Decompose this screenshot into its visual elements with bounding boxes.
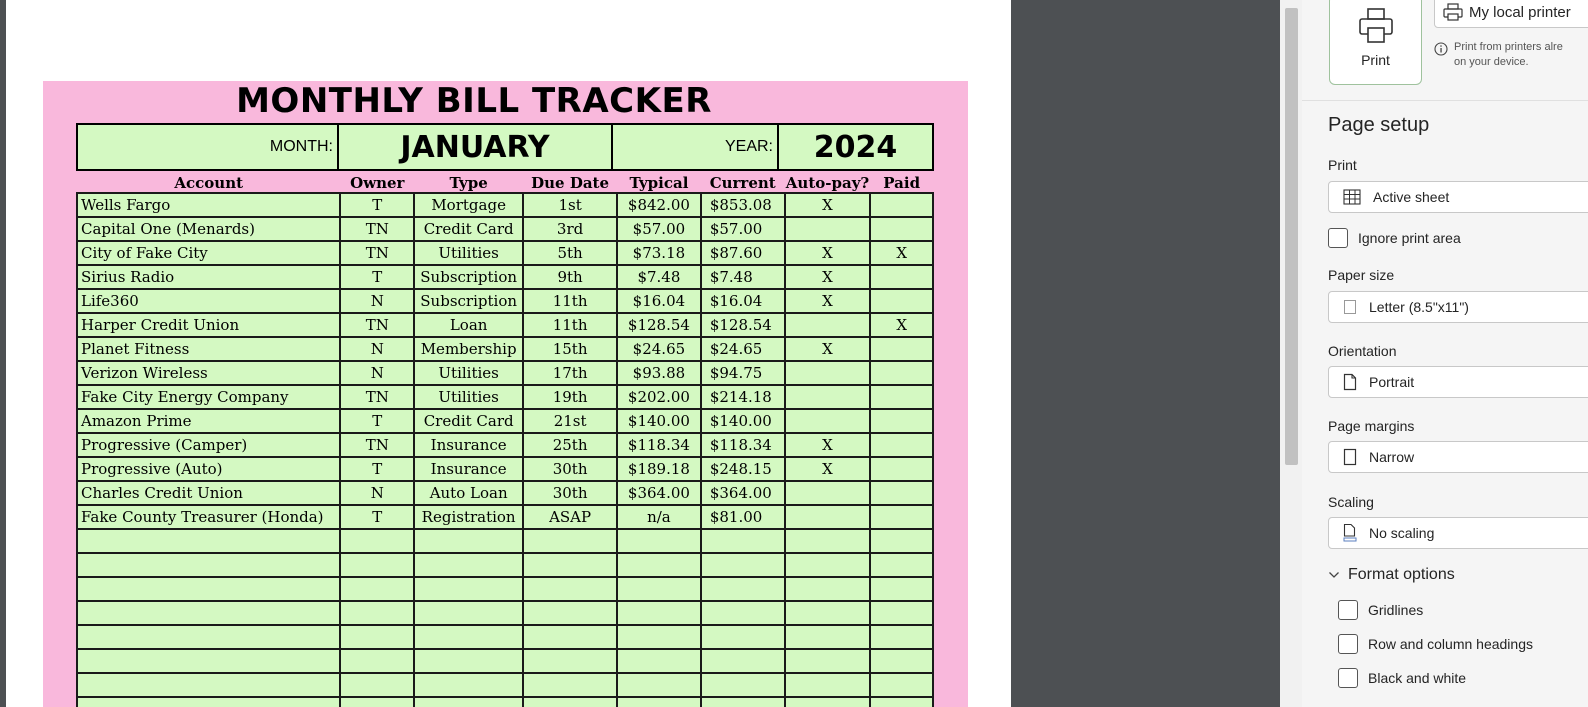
current-cell: $214.18 (701, 385, 785, 409)
typical-cell: $73.18 (617, 241, 701, 265)
owner-cell: T (340, 409, 414, 433)
current-cell: $248.15 (701, 457, 785, 481)
autopay-cell (785, 673, 871, 697)
black-white-label: Black and white (1368, 670, 1467, 686)
current-cell: $853.08 (701, 193, 785, 217)
ignore-print-area-label: Ignore print area (1358, 230, 1461, 246)
owner-cell: TN (340, 217, 414, 241)
owner-cell: TN (340, 433, 414, 457)
autopay-cell (785, 601, 871, 625)
column-header: Owner (340, 173, 414, 193)
due-date-cell: 1st (523, 193, 617, 217)
column-header: Auto-pay? (785, 173, 870, 192)
format-options-label: Format options (1348, 566, 1455, 583)
account-cell (77, 673, 340, 697)
current-cell (701, 697, 785, 707)
printer-note (1434, 40, 1588, 70)
autopay-cell (785, 529, 871, 553)
scaling-icon (1343, 523, 1357, 543)
current-cell: $81.00 (701, 505, 785, 529)
due-date-cell: 11th (523, 289, 617, 313)
bills-body (77, 193, 933, 707)
due-date-cell: 11th (523, 313, 617, 337)
print-scope-label: Print (1328, 157, 1357, 173)
typical-cell (617, 601, 701, 625)
autopay-cell (785, 481, 871, 505)
paid-cell (870, 481, 933, 505)
paper-size-value: Letter (8.5"x11") (1369, 299, 1469, 315)
scaling-value: No scaling (1369, 525, 1435, 541)
format-options-toggle[interactable] (1328, 566, 1455, 584)
due-date-cell: 15th (523, 337, 617, 361)
bill-row (77, 481, 933, 505)
account-cell: Amazon Prime (77, 409, 340, 433)
type-cell: Registration (414, 505, 523, 529)
paid-cell (870, 625, 933, 649)
orientation-dropdown[interactable] (1328, 366, 1588, 398)
due-date-cell: 19th (523, 385, 617, 409)
type-cell: Membership (414, 337, 523, 361)
typical-cell: n/a (617, 505, 701, 529)
autopay-cell (785, 553, 871, 577)
chevron-down-icon (1328, 571, 1340, 579)
sheet-title: MONTHLY BILL TRACKER (236, 81, 712, 121)
current-cell: $128.54 (701, 313, 785, 337)
due-date-cell: 3rd (523, 217, 617, 241)
bill-row (77, 625, 933, 649)
bill-row (77, 697, 933, 707)
bill-row (77, 409, 933, 433)
type-cell (414, 601, 523, 625)
orientation-label: Orientation (1328, 343, 1397, 359)
bill-row (77, 385, 933, 409)
typical-cell (617, 697, 701, 707)
bill-row (77, 241, 933, 265)
orientation-value: Portrait (1369, 374, 1415, 390)
typical-cell: $842.00 (617, 193, 701, 217)
page-setup-heading: Page setup (1328, 114, 1430, 136)
printer-name: My local printer (1469, 3, 1571, 21)
due-date-cell: ASAP (523, 505, 617, 529)
typical-cell: $7.48 (617, 265, 701, 289)
paid-cell (870, 649, 933, 673)
current-cell: $140.00 (701, 409, 785, 433)
bill-row (77, 457, 933, 481)
account-cell (77, 529, 340, 553)
owner-cell: T (340, 265, 414, 289)
due-date-cell (523, 577, 617, 601)
gridlines-label: Gridlines (1368, 602, 1424, 618)
bill-row (77, 289, 933, 313)
type-cell (414, 649, 523, 673)
header-row (77, 173, 933, 193)
account-cell (77, 625, 340, 649)
account-cell: Fake City Energy Company (77, 385, 340, 409)
type-cell: Mortgage (414, 193, 523, 217)
owner-cell (340, 601, 414, 625)
due-date-cell (523, 553, 617, 577)
owner-cell: TN (340, 385, 414, 409)
account-cell: Fake County Treasurer (Honda) (77, 505, 340, 529)
panel-divider (1302, 100, 1588, 101)
autopay-cell: X (785, 337, 871, 361)
paid-cell (870, 193, 933, 217)
owner-cell (340, 673, 414, 697)
paid-cell (870, 337, 933, 361)
owner-cell: N (340, 337, 414, 361)
typical-cell: $140.00 (617, 409, 701, 433)
typical-cell: $93.88 (617, 361, 701, 385)
type-cell: Utilities (414, 241, 523, 265)
paid-cell (870, 505, 933, 529)
ignore-print-area-row[interactable] (1328, 228, 1461, 248)
column-header: Type (414, 173, 523, 193)
account-cell (77, 697, 340, 707)
typical-cell (617, 577, 701, 601)
bill-row (77, 601, 933, 625)
type-cell: Utilities (414, 385, 523, 409)
paper-icon (1343, 299, 1357, 315)
current-cell: $94.75 (701, 361, 785, 385)
owner-cell: T (340, 193, 414, 217)
account-cell: Planet Fitness (77, 337, 340, 361)
paid-cell (870, 673, 933, 697)
account-cell: Verizon Wireless (77, 361, 340, 385)
print-button-label: Print (1361, 52, 1390, 68)
owner-cell: TN (340, 241, 414, 265)
column-header: Typical (617, 173, 701, 193)
scrollbar-thumb[interactable] (1285, 8, 1298, 465)
typical-cell: $24.65 (617, 337, 701, 361)
account-cell: Capital One (Menards) (77, 217, 340, 241)
owner-cell (340, 577, 414, 601)
current-cell (701, 577, 785, 601)
bill-row (77, 433, 933, 457)
scaling-dropdown[interactable] (1328, 517, 1588, 549)
bills-table (76, 173, 934, 707)
paid-cell (870, 553, 933, 577)
account-cell (77, 601, 340, 625)
year-value: 2024 (813, 129, 898, 165)
paid-cell (870, 289, 933, 313)
autopay-cell (785, 649, 871, 673)
bill-row (77, 505, 933, 529)
current-cell: $364.00 (701, 481, 785, 505)
bill-row (77, 337, 933, 361)
typical-cell (617, 553, 701, 577)
bill-row (77, 265, 933, 289)
column-header: Due Date (523, 173, 617, 193)
typical-cell: $118.34 (617, 433, 701, 457)
owner-cell: N (340, 289, 414, 313)
paid-cell (870, 409, 933, 433)
preview-scrollbar[interactable] (1280, 0, 1302, 707)
current-cell (701, 673, 785, 697)
account-cell (77, 553, 340, 577)
paid-cell (870, 361, 933, 385)
due-date-cell: 30th (523, 457, 617, 481)
current-cell: $7.48 (701, 265, 785, 289)
paid-cell (870, 697, 933, 707)
current-cell: $118.34 (701, 433, 785, 457)
autopay-cell (785, 361, 871, 385)
table-icon (1343, 189, 1361, 205)
bill-tracker-sheet (43, 81, 968, 707)
paper-size-dropdown[interactable] (1328, 291, 1588, 323)
account-cell: Progressive (Auto) (77, 457, 340, 481)
typical-cell: $364.00 (617, 481, 701, 505)
account-cell (77, 577, 340, 601)
type-cell: Subscription (414, 289, 523, 313)
type-cell: Credit Card (414, 217, 523, 241)
type-cell: Loan (414, 313, 523, 337)
paid-cell (870, 577, 933, 601)
autopay-cell: X (785, 289, 871, 313)
due-date-cell: 25th (523, 433, 617, 457)
autopay-cell (785, 385, 871, 409)
month-value: JANUARY (339, 125, 613, 169)
due-date-cell (523, 649, 617, 673)
typical-cell (617, 625, 701, 649)
current-cell (701, 553, 785, 577)
autopay-cell (785, 577, 871, 601)
account-cell (77, 649, 340, 673)
owner-cell (340, 649, 414, 673)
owner-cell: N (340, 481, 414, 505)
print-settings-panel (1302, 0, 1588, 707)
column-header: Account (77, 173, 340, 193)
account-cell: Life360 (77, 289, 340, 313)
paper-size-label: Paper size (1328, 267, 1395, 283)
column-header: Paid (870, 173, 933, 193)
type-cell (414, 577, 523, 601)
print-button[interactable] (1329, 0, 1422, 85)
printer-select[interactable] (1434, 0, 1588, 28)
autopay-cell: X (785, 433, 871, 457)
type-cell: Insurance (414, 433, 523, 457)
printer-note-text: Print from printers alre on your device. (1454, 41, 1563, 68)
portrait-page-icon (1343, 373, 1357, 391)
page-margins-label: Page margins (1328, 418, 1415, 434)
info-icon (1434, 42, 1448, 56)
headings-row[interactable] (1338, 634, 1533, 654)
typical-cell (617, 649, 701, 673)
type-cell (414, 673, 523, 697)
paid-cell (870, 601, 933, 625)
autopay-cell: X (785, 457, 871, 481)
headings-label: Row and column headings (1368, 636, 1533, 652)
paid-cell: X (870, 241, 933, 265)
current-cell: $87.60 (701, 241, 785, 265)
typical-cell (617, 673, 701, 697)
current-cell (701, 601, 785, 625)
autopay-cell (785, 697, 871, 707)
printer-icon (1357, 6, 1395, 46)
type-cell: Auto Loan (414, 481, 523, 505)
gridlines-checkbox[interactable] (1338, 600, 1358, 620)
autopay-cell (785, 313, 871, 337)
account-cell: City of Fake City (77, 241, 340, 265)
due-date-cell: 5th (523, 241, 617, 265)
account-cell: Wells Fargo (77, 193, 340, 217)
print-scope-dropdown[interactable] (1328, 181, 1588, 213)
typical-cell: $128.54 (617, 313, 701, 337)
due-date-cell: 21st (523, 409, 617, 433)
paid-cell (870, 265, 933, 289)
paid-cell (870, 529, 933, 553)
bill-row (77, 673, 933, 697)
owner-cell: T (340, 457, 414, 481)
type-cell (414, 553, 523, 577)
paid-cell: X (870, 313, 933, 337)
due-date-cell (523, 697, 617, 707)
due-date-cell (523, 673, 617, 697)
current-cell: $24.65 (701, 337, 785, 361)
black-white-row[interactable] (1338, 668, 1466, 688)
bill-row (77, 217, 933, 241)
autopay-cell (785, 625, 871, 649)
month-label: MONTH: (78, 125, 339, 169)
bill-row (77, 649, 933, 673)
type-cell: Utilities (414, 361, 523, 385)
autopay-cell: X (785, 241, 871, 265)
bill-row (77, 193, 933, 217)
month-year-box (76, 123, 934, 171)
bill-row (77, 361, 933, 385)
typical-cell: $189.18 (617, 457, 701, 481)
ignore-print-area-checkbox[interactable] (1328, 228, 1348, 248)
account-cell: Harper Credit Union (77, 313, 340, 337)
current-cell (701, 649, 785, 673)
bill-row (77, 313, 933, 337)
paid-cell (870, 457, 933, 481)
scaling-label: Scaling (1328, 494, 1374, 510)
typical-cell (617, 529, 701, 553)
type-cell (414, 529, 523, 553)
owner-cell (340, 529, 414, 553)
bill-row (77, 553, 933, 577)
typical-cell: $202.00 (617, 385, 701, 409)
headings-checkbox[interactable] (1338, 634, 1358, 654)
margins-icon (1343, 448, 1357, 466)
type-cell (414, 625, 523, 649)
due-date-cell (523, 625, 617, 649)
typical-cell: $57.00 (617, 217, 701, 241)
account-cell: Charles Credit Union (77, 481, 340, 505)
type-cell (414, 697, 523, 707)
page-margins-dropdown[interactable] (1328, 441, 1588, 473)
due-date-cell: 17th (523, 361, 617, 385)
gridlines-row[interactable] (1338, 600, 1423, 620)
type-cell: Insurance (414, 457, 523, 481)
bill-row (77, 529, 933, 553)
account-cell: Sirius Radio (77, 265, 340, 289)
account-cell: Progressive (Camper) (77, 433, 340, 457)
type-cell: Subscription (414, 265, 523, 289)
due-date-cell: 9th (523, 265, 617, 289)
due-date-cell (523, 529, 617, 553)
due-date-cell (523, 601, 617, 625)
column-header: Current (701, 173, 785, 193)
autopay-cell (785, 409, 871, 433)
paid-cell (870, 217, 933, 241)
typical-cell: $16.04 (617, 289, 701, 313)
owner-cell (340, 625, 414, 649)
autopay-cell (785, 505, 871, 529)
page-margins-value: Narrow (1369, 449, 1415, 465)
due-date-cell: 30th (523, 481, 617, 505)
owner-cell: N (340, 361, 414, 385)
type-cell: Credit Card (414, 409, 523, 433)
autopay-cell: X (785, 193, 871, 217)
paid-cell (870, 433, 933, 457)
current-cell (701, 529, 785, 553)
paid-cell (870, 385, 933, 409)
printer-small-icon (1443, 3, 1463, 21)
owner-cell (340, 553, 414, 577)
bill-row (77, 577, 933, 601)
current-cell: $57.00 (701, 217, 785, 241)
current-cell (701, 625, 785, 649)
print-scope-value: Active sheet (1373, 189, 1450, 205)
current-cell: $16.04 (701, 289, 785, 313)
owner-cell (340, 697, 414, 707)
owner-cell: T (340, 505, 414, 529)
black-white-checkbox[interactable] (1338, 668, 1358, 688)
owner-cell: TN (340, 313, 414, 337)
autopay-cell (785, 217, 871, 241)
autopay-cell: X (785, 265, 871, 289)
year-label: YEAR: (613, 125, 779, 169)
